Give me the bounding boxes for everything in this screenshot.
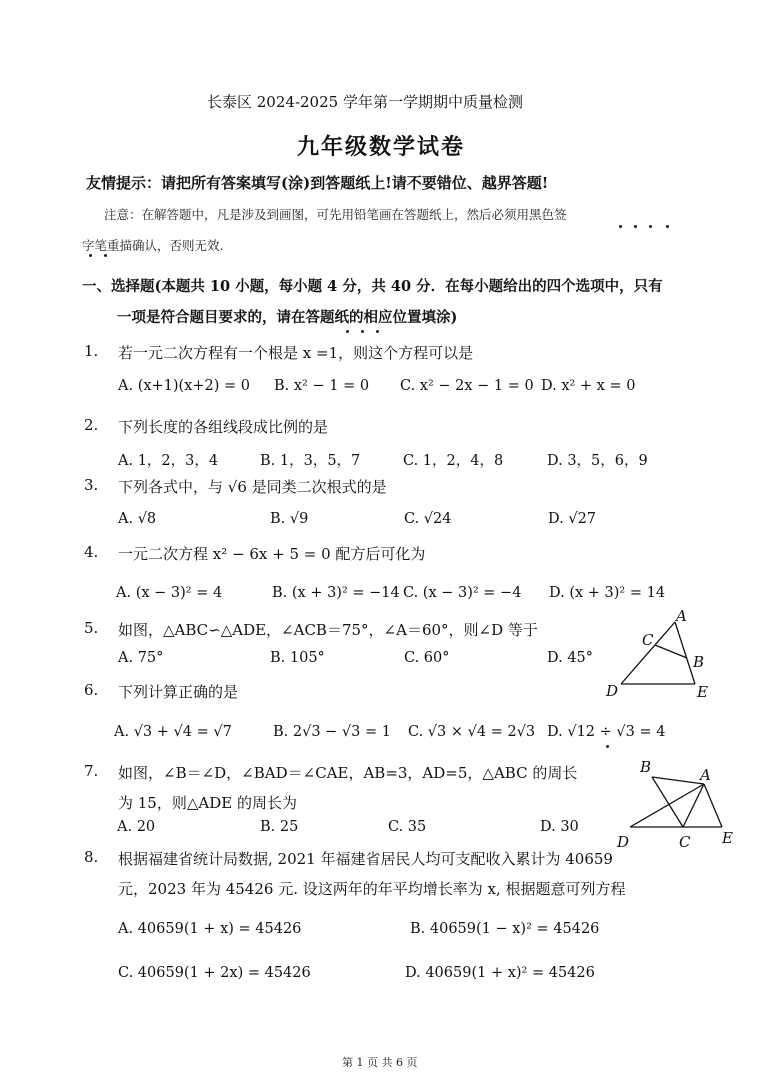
label-d: D: [606, 682, 619, 700]
option-a: A. 20: [117, 819, 156, 835]
emphasis-dot: [376, 330, 379, 333]
question-stem: 下列长度的各组线段成比例的是: [118, 418, 329, 436]
question-stem: 如图，△ABC∽△ADE，∠ACB＝75°，∠A＝60°，则∠D 等于: [118, 621, 538, 639]
label-e: E: [722, 829, 733, 847]
option-c: C. (x − 3)² = −4: [403, 585, 522, 601]
label-c: C: [642, 631, 654, 649]
label-a: A: [676, 607, 687, 625]
option-a: A. 1，2，3，4: [118, 453, 219, 469]
question-number: 2.: [84, 416, 99, 434]
section-heading-line-2: 一项是符合题目要求的，请在答题纸的相应位置填涂): [117, 309, 458, 326]
option-b: B. 25: [260, 819, 299, 835]
option-a: A. (x+1)(x+2) = 0: [118, 378, 251, 394]
option-d: D. 3，5，6，9: [547, 453, 648, 469]
emphasis-dot: [104, 254, 107, 257]
question-stem: 下列计算正确的是: [118, 683, 239, 701]
option-b: B. 1，3，5，7: [260, 453, 361, 469]
option-d: D. 40659(1 + x)² = 45426: [405, 965, 595, 981]
question-stem: 如图，∠B＝∠D，∠BAD＝∠CAE，AB=3，AD=5，△ABC 的周长: [118, 764, 578, 782]
question-stem: 根据福建省统计局数据, 2021 年福建省居民人均可支配收入累计为 40659: [118, 850, 613, 868]
section-heading-line-1: 一、选择题(本题共 10 小题，每小题 4 分，共 40 分．在每小题给出的四个选项中，只有: [82, 278, 663, 295]
option-a: A. 40659(1 + x) = 45426: [118, 921, 302, 937]
emphasis-dot: [361, 330, 364, 333]
option-b: B. √9: [270, 511, 309, 527]
question-number: 7.: [84, 762, 99, 780]
option-d: D. x² + x = 0: [541, 378, 636, 394]
question-number: 6.: [84, 681, 99, 699]
label-b: B: [693, 653, 705, 671]
exam-subtitle: 长泰区 2024-2025 学年第一学期期中质量检测: [207, 93, 523, 111]
option-d: D. (x + 3)² = 14: [549, 585, 666, 601]
option-a: A. √8: [118, 511, 157, 527]
option-c: C. √3 × √4 = 2√3: [408, 724, 536, 740]
option-d: D. √27: [548, 511, 597, 527]
question-number: 1.: [84, 342, 99, 360]
emphasis-dot: [649, 225, 652, 228]
question-number: 8.: [84, 848, 99, 866]
emphasis-dot: [634, 225, 637, 228]
label-d: D: [617, 833, 630, 851]
option-a: A. 75°: [118, 650, 164, 666]
option-c: C. 35: [388, 819, 427, 835]
option-d: D. √12 ÷ √3 = 4: [547, 724, 666, 740]
page-footer: 第 1 页 共 6 页: [342, 1056, 418, 1069]
option-c: C. √24: [404, 511, 452, 527]
triangle-figure-q7: [612, 755, 740, 853]
option-a: A. (x − 3)² = 4: [116, 585, 223, 601]
option-b: B. 2√3 − √3 = 1: [273, 724, 391, 740]
option-d: D. 45°: [547, 650, 594, 666]
option-b: B. 40659(1 − x)² = 45426: [410, 921, 600, 937]
emphasis-dot: [619, 225, 622, 228]
option-d: D. 30: [540, 819, 579, 835]
option-c: C. 40659(1 + 2x) = 45426: [118, 965, 311, 981]
label-a: A: [700, 766, 711, 784]
emphasis-dot: [606, 745, 609, 748]
question-number: 4.: [84, 543, 99, 561]
emphasis-dot: [89, 254, 92, 257]
option-c: C. x² − 2x − 1 = 0: [400, 378, 534, 394]
question-stem-cont: 为 15，则△ADE 的周长为: [118, 794, 297, 812]
question-stem-cont: 元，2023 年为 45426 元. 设这两年的年平均增长率为 x, 根据题意可列方程: [118, 880, 626, 898]
option-b: B. 105°: [270, 650, 325, 666]
emphasis-dot: [666, 225, 669, 228]
option-c: C. 60°: [404, 650, 450, 666]
note-line-1: 注意：在解答题中，凡是涉及到画图，可先用铅笔画在答题纸上，然后必须用黑色签: [104, 207, 567, 222]
friendly-tip: 友情提示：请把所有答案填写(涂)到答题纸上!请不要错位、越界答题!: [86, 174, 549, 192]
question-stem: 一元二次方程 x² − 6x + 5 = 0 配方后可化为: [118, 545, 426, 563]
label-b: B: [640, 758, 652, 776]
emphasis-dot: [346, 330, 349, 333]
option-c: C. 1，2，4，8: [403, 453, 504, 469]
question-stem: 若一元二次方程有一个根是 x =1，则这个方程可以是: [118, 344, 474, 362]
question-number: 3.: [84, 476, 99, 494]
label-c: C: [679, 833, 691, 851]
option-a: A. √3 + √4 = √7: [114, 724, 232, 740]
label-e: E: [697, 683, 708, 701]
question-number: 5.: [84, 619, 99, 637]
exam-title: 九年级数学试卷: [297, 134, 466, 160]
triangle-figure-q5: [598, 606, 720, 702]
note-line-2: 字笔重描确认，否则无效.: [82, 238, 224, 253]
option-b: B. (x + 3)² = −14: [272, 585, 400, 601]
question-stem: 下列各式中，与 √6 是同类二次根式的是: [118, 478, 387, 496]
option-b: B. x² − 1 = 0: [274, 378, 370, 394]
